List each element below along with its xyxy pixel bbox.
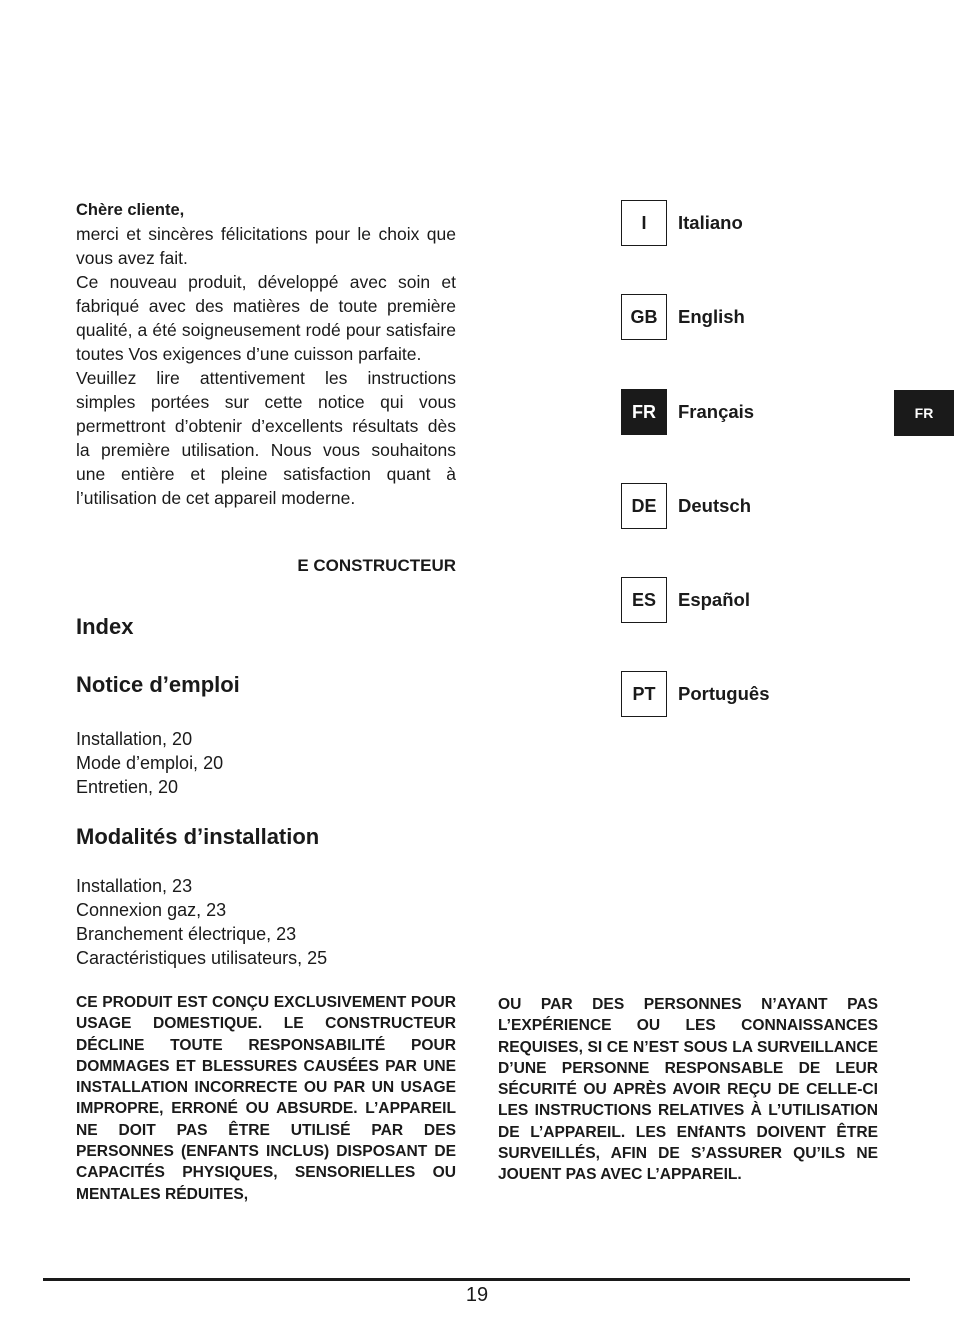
intro-paragraph: merci et sincères félicitations pour le choix que vous avez fait. <box>76 224 456 268</box>
section-title: Modalités d’installation <box>76 824 320 849</box>
greeting: Chère cliente, <box>76 201 185 219</box>
language-name: Deutsch <box>678 495 751 516</box>
section-title: Notice d’emploi <box>76 672 240 697</box>
toc-item[interactable]: Entretien, 20 <box>76 777 179 797</box>
toc-list <box>76 727 223 799</box>
toc-item[interactable]: Branchement électrique, 23 <box>76 924 297 944</box>
language-name: English <box>678 306 745 327</box>
language-name: Português <box>678 683 770 704</box>
language-francais[interactable] <box>621 389 754 435</box>
language-italiano[interactable] <box>621 200 743 246</box>
warning-right: OU PAR DES PERSONNES N’AYANT PAS L’EXPÉRIENCE OU LES CONNAISSANCES REQUISES, SI CE N’EST SOUS LA SURVEILLANCE D’UNE PERSONNE RESPONSABLE DE LEUR SÉCURITÉ OU APRÈS AVOIR REÇU DE CELLE-CI LES INSTRUCTIONS RELATIVES À L’UTILISATION DE L’APPAREIL. LES ENfANTS DOIVENT ÊTRE SURVEILLÉS, AFIN DE S’ASSURER QU’ILS NE JOUENT PAS AVEC L’APPAREIL. <box>498 996 878 1184</box>
signature: E CONSTRUCTEUR <box>297 556 456 575</box>
language-name: Français <box>678 401 755 422</box>
toc-item[interactable]: Connexion gaz, 23 <box>76 900 227 920</box>
toc-list <box>76 874 327 970</box>
intro-paragraph: Veuillez lire attentivement les instructions simples portées sur cette notice qui vous permettront d’obtenir d’excellents résultats dès la première utilisation. Nous vous souhaitons une entière et pleine satisfaction quant à l’utilisation de cet appareil moderne. <box>76 368 456 508</box>
language-name: Español <box>678 589 750 610</box>
language-english[interactable] <box>621 294 745 340</box>
language-code: ES <box>621 577 667 623</box>
language-code: I <box>621 200 667 246</box>
language-code: PT <box>621 671 667 717</box>
toc-item[interactable]: Mode d’emploi, 20 <box>76 753 224 773</box>
toc-item[interactable]: Installation, 20 <box>76 729 193 749</box>
footer-divider <box>43 1278 910 1281</box>
toc-item[interactable]: Installation, 23 <box>76 876 193 896</box>
language-portugues[interactable] <box>621 671 769 717</box>
language-espanol[interactable] <box>621 577 750 623</box>
side-language-tab: FR <box>894 390 954 436</box>
page-number: 19 <box>465 1284 489 1306</box>
intro-letter <box>76 198 456 510</box>
index-title: Index <box>76 614 134 639</box>
toc-item[interactable]: Caractéristiques utilisateurs, 25 <box>76 948 328 968</box>
language-name: Italiano <box>678 212 743 233</box>
language-code: GB <box>621 294 667 340</box>
language-code: DE <box>621 483 667 529</box>
intro-paragraph: Ce nouveau produit, développé avec soin et fabriqué avec des matières de toute première qualité, a été soigneusement rodé pour satisfaire toutes Vos exigences d’une cuisson parfaite. <box>76 272 456 364</box>
language-deutsch[interactable] <box>621 483 751 529</box>
warning-left: CE PRODUIT EST CONÇU EXCLUSIVEMENT POUR USAGE DOMESTIQUE. LE CONSTRUCTEUR DÉCLINE TOUTE RESPONSABILITÉ POUR DOMMAGES ET BLESSURES CAUSÉES PAR UNE INSTALLATION INCORRECTE OU PAR UN USAGE IMPROPRE, ERRONÉ OU ABSURDE. L’APPAREIL NE DOIT PAS ÊTRE UTILISÉ PAR DES PERSONNES (ENFANTS INCLUS) DISPOSANT DE CAPACITÉS PHYSIQUES, SENSORIELLES OU MENTALES RÉDUITES, <box>76 994 456 1203</box>
language-code: FR <box>621 389 667 435</box>
